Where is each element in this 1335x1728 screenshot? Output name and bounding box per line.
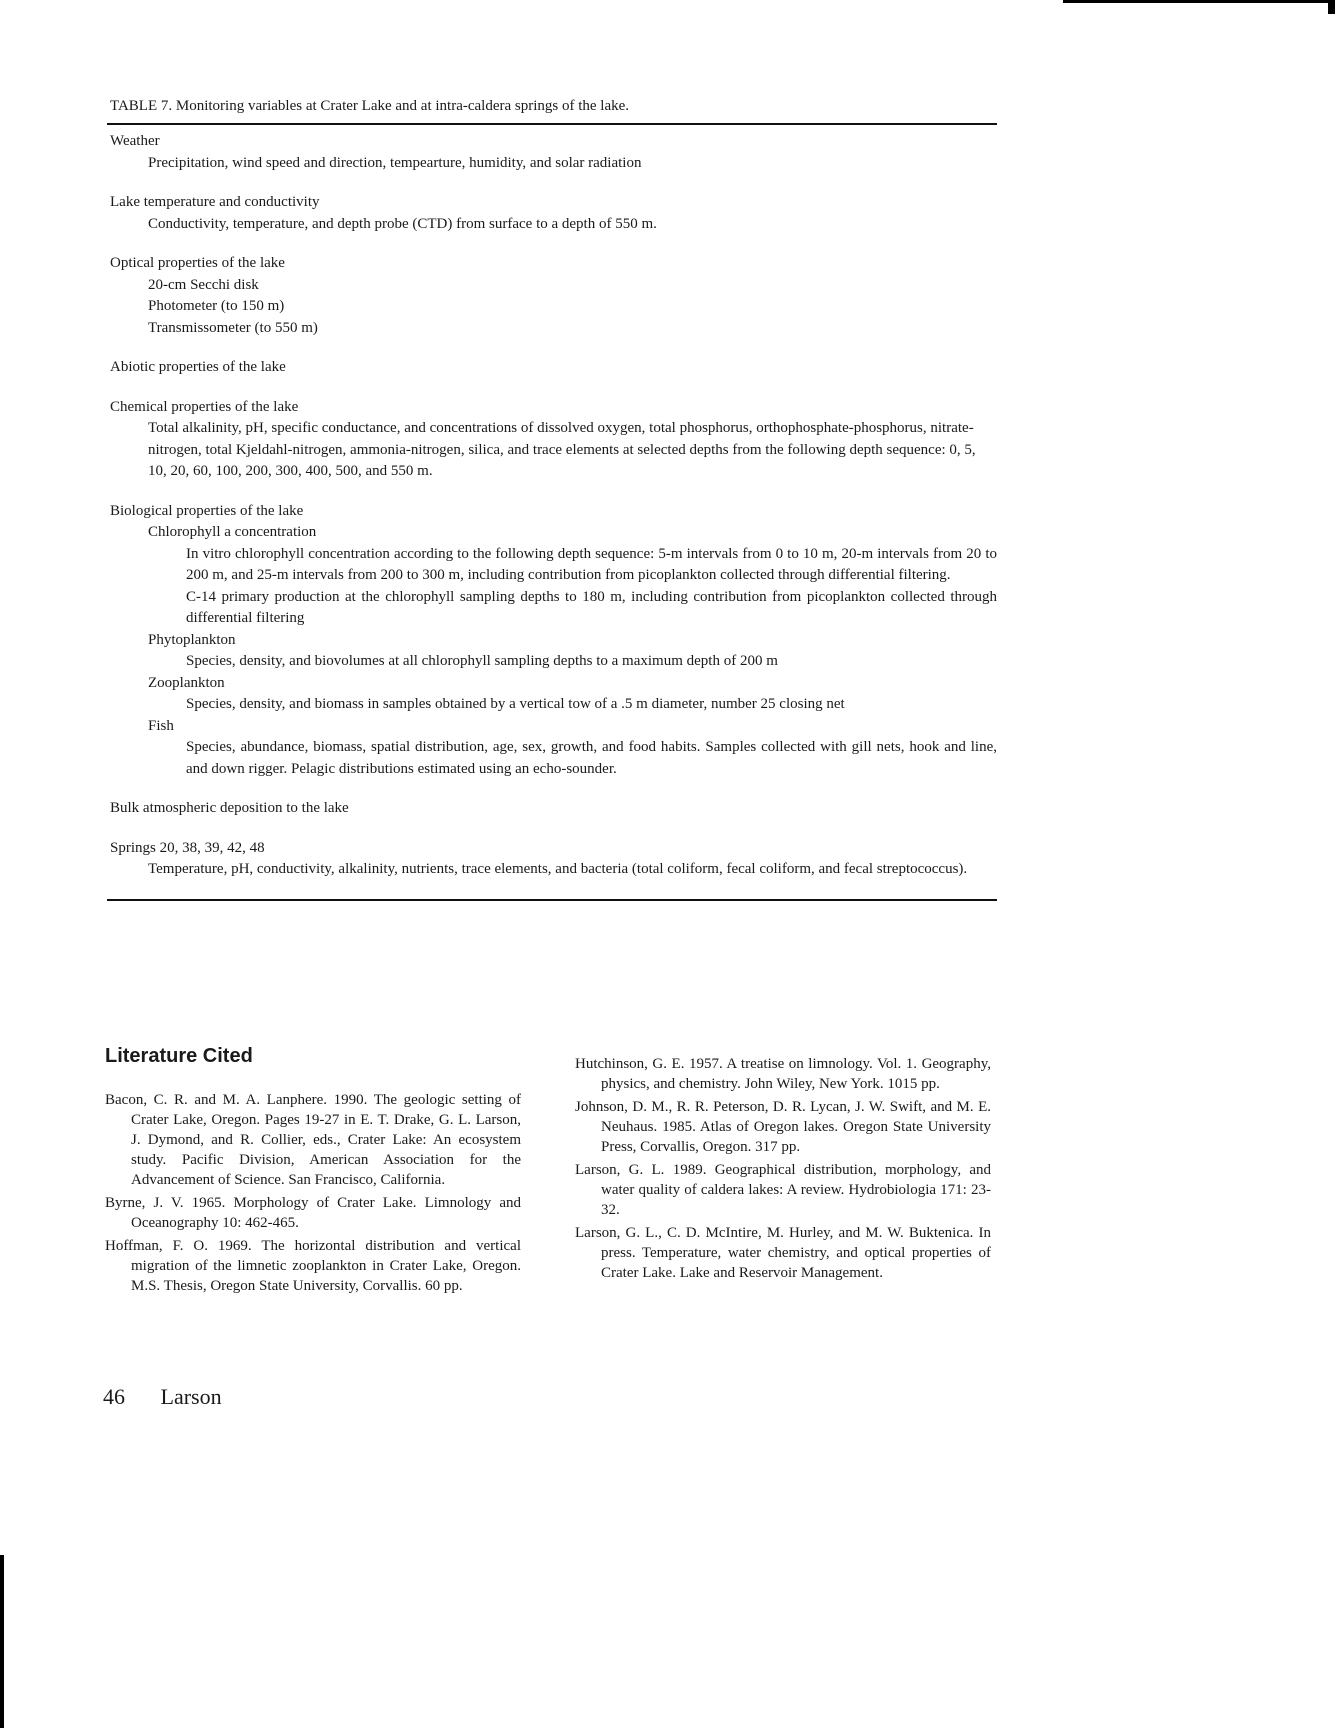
group-line: 20-cm Secchi disk [148, 276, 259, 293]
subgroup-line: Species, density, and biomass in samples obtained by a vertical tow of a .5 m diameter, number 25 closing net [186, 696, 845, 712]
page-footer [103, 1384, 222, 1410]
reference-entry: Johnson, D. M., R. R. Peterson, D. R. Lycan, J. W. Swift, and M. E. Neuhaus. 1985. Atlas of Oregon lakes. Oregon State University Press, Corvallis, Oregon. 317 pp. [575, 1099, 991, 1155]
page-number: 46 [103, 1384, 125, 1409]
corner-rule-right [1328, 0, 1335, 14]
group-line: Photometer (to 150 m) [148, 298, 285, 314]
group-line: Total alkalinity, pH, specific conductance, and concentrations of dissolved oxygen, total phosphorus, orthophosphate-phosphorus, nitrate-nitrogen, total Kjeldahl-nitrogen, ammonia-nitrogen, silica, and trace elements at selected depths from the following depth sequence: 0, 5, 10, 20, 60, 100, 200, 300, 400, 500, and 550 m. [148, 420, 976, 479]
table-group [107, 397, 997, 483]
scan-edge-mark [0, 1555, 4, 1728]
subgroup-line: C-14 primary production at the chlorophyll sampling depths to 180 m, including contribution from picoplankton collected through differential filtering [186, 588, 997, 626]
table-body [107, 125, 997, 881]
group-label: Chemical properties of the lake [110, 398, 299, 415]
group-label: Springs 20, 38, 39, 42, 48 [110, 839, 265, 856]
reference-entry: Larson, G. L. 1989. Geographical distribution, morphology, and water quality of caldera lakes: A review. Hydrobiologia 171: 23-32. [575, 1162, 991, 1218]
group-line: Transmissometer (to 550 m) [148, 319, 318, 336]
reference-entry: Larson, G. L., C. D. McIntire, M. Hurley, and M. W. Buktenica. In press. Temperature, water chemistry, and optical properties of Crater Lake. Lake and Reservoir Management. [575, 1225, 991, 1281]
group-label: Optical properties of the lake [110, 255, 285, 271]
reference-entry: Bacon, C. R. and M. A. Lanphere. 1990. The geologic setting of Crater Lake, Oregon. Pages 19-27 in E. T. Drake, G. L. Larson, J. Dymond, and R. Collier, eds., Crater Lake: An ecosystem study. Pacific Division, American Association for the Advancement of Science. San Francisco, California. [105, 1092, 521, 1188]
table-caption: TABLE 7. Monitoring variables at Crater Lake and at intra-caldera springs of the lake. [110, 98, 630, 114]
literature-heading: Literature Cited [105, 1045, 253, 1067]
reference-entry: Hoffman, F. O. 1969. The horizontal distribution and vertical migration of the limnetic zooplankton in Crater Lake, Oregon. M.S. Thesis, Oregon State University, Corvallis. 60 pp. [105, 1238, 521, 1294]
reference-entry: Hutchinson, G. E. 1957. A treatise on limnology. Vol. 1. Geography, physics, and chemistry. John Wiley, New York. 1015 pp. [575, 1056, 991, 1092]
reference-entry: Byrne, J. V. 1965. Morphology of Crater Lake. Limnology and Oceanography 10: 462-465. [105, 1195, 521, 1231]
group-line: Conductivity, temperature, and depth probe (CTD) from surface to a depth of 550 m. [148, 215, 657, 232]
literature-cited [103, 1045, 993, 1294]
subgroup-line: In vitro chlorophyll concentration according to the following depth sequence: 5-m intervals from 0 to 10 m, 20-m intervals from 20 to 200 m, and 25-m intervals from 200 to 300 m, including contribution from picoplankton collected through differential filtering. [186, 545, 997, 583]
group-line: Precipitation, wind speed and direction, tempearture, humidity, and solar radiation [148, 154, 642, 171]
subgroup-line: Species, density, and biovolumes at all chlorophyll sampling depths to a maximum depth of 200 m [186, 653, 778, 669]
table-group [107, 798, 997, 820]
subgroup-label: Chlorophyll a concentration [148, 524, 317, 540]
subgroup-line: Species, abundance, biomass, spatial distribution, age, sex, growth, and food habits. Samples collected with gill nets, hook and line, and down rigger. Pelagic distributions estimated using an echo-sounder. [186, 739, 997, 777]
group-label: Bulk atmospheric deposition to the lake [110, 800, 349, 816]
table-group [107, 253, 997, 339]
table-group [107, 192, 997, 235]
references-left-column [105, 1090, 521, 1299]
group-line: Temperature, pH, conductivity, alkalinity, nutrients, trace elements, and bacteria (total coliform, fecal coliform, and fecal streptococcus). [148, 861, 968, 877]
subgroup-label: Zooplankton [148, 674, 225, 691]
table-group [107, 838, 997, 881]
running-author: Larson [160, 1384, 222, 1409]
corner-rule-top [1063, 0, 1335, 3]
group-label: Lake temperature and conductivity [110, 194, 320, 210]
table-group [107, 131, 997, 174]
group-label: Biological properties of the lake [110, 502, 304, 519]
references-right-column [575, 1054, 991, 1286]
subgroup-label: Fish [148, 717, 174, 734]
table-group [107, 357, 997, 379]
table-7 [107, 98, 997, 901]
table-bottom-rule [107, 899, 997, 901]
subgroup-label: Phytoplankton [148, 631, 236, 648]
group-label: Abiotic properties of the lake [110, 359, 286, 375]
group-label: Weather [110, 133, 160, 149]
table-group [107, 501, 997, 781]
